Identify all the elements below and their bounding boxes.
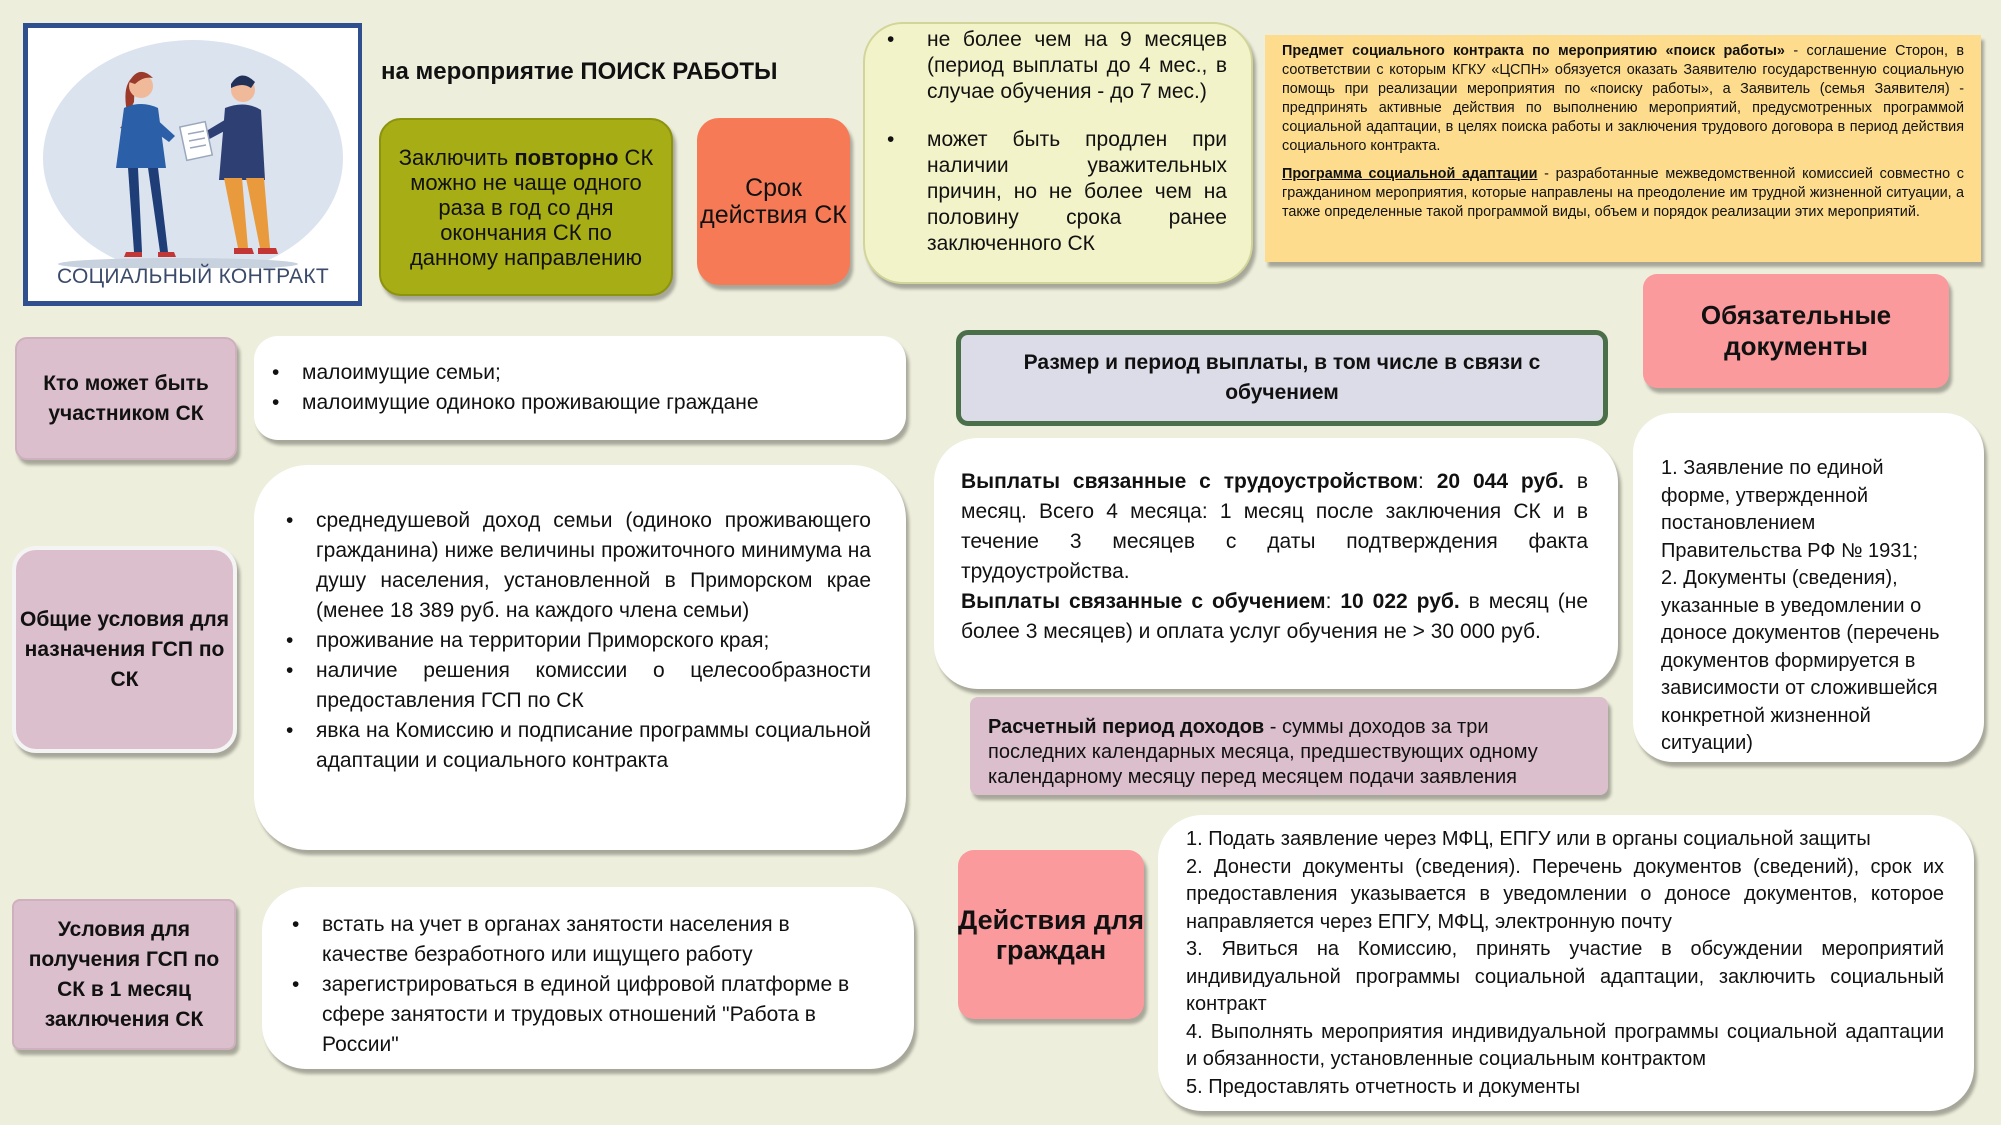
conditions-label: Общие условия для назначения ГСП по СК [12, 546, 237, 753]
payment-details [934, 438, 1618, 689]
documents-list [1633, 413, 1984, 762]
term-item: • не более чем на 9 месяцев (период выплаты до 4 мес., в случае обучения - до 7 мес.) [887, 27, 1227, 105]
repeat-contract-note [379, 118, 673, 296]
action-item: 5. Предоставлять отчетность и документы [1186, 1075, 1580, 1098]
term-label: Срок действия СК [697, 118, 850, 285]
list-item: • зарегистрироваться в единой цифровой платформе в сфере занятости и трудовых отношений "Работа в России" [292, 970, 874, 1060]
term-item: • может быть продлен при наличии уважительных причин, но не более чем на половину срока ранее заключенного СК [887, 127, 1227, 257]
repeat-contract-text: Заключить повторно СК можно не чаще одного раза в год со дня окончания СК по данному направлению [398, 144, 654, 270]
list-item: • явка на Комиссию и подписание программы социальной адаптации и социального контракта [286, 716, 871, 776]
first-month-label: Условия для получения ГСП по СК в 1 месяц заключения СК [12, 899, 236, 1050]
action-item: 4. Выполнять мероприятия индивидуальной программы социальной адаптации и обязанности, установленные социальным контрактом [1186, 1020, 1944, 1070]
document-item: 1. Заявление по единой форме, утвержденной постановлением Правительства РФ № 1931; [1661, 457, 1919, 562]
list-item: • проживание на территории Приморского края; [286, 626, 871, 656]
action-item: 2. Донести документы (сведения). Перечень документов (сведений), срок их предоставления указывается в уведомлении о доносе документов, которое направляется через ЕПГУ, МФЦ, электронную почту [1186, 855, 1944, 933]
employment-payment: Выплаты связанные с трудоустройством: 20 044 руб. в месяц. Всего 4 месяца: 1 месяц после заключения СК и в течение 3 месяцев с даты подтверждения факта трудоустройства. [961, 470, 1588, 583]
definitions-note [1265, 35, 1981, 262]
actions-header: Действия для граждан [958, 850, 1144, 1019]
who-list [254, 336, 906, 440]
list-item: • наличие решения комиссии о целесообразности предоставления ГСП по СК [286, 656, 871, 716]
first-month-list [262, 887, 914, 1069]
actions-list [1158, 815, 1974, 1111]
education-payment: Выплаты связанные с обучением: 10 022 руб. в месяц (не более 3 месяцев) и оплата услуг обучения не > 30 000 руб. [961, 590, 1589, 643]
term-details [863, 22, 1253, 284]
hero-illustration [23, 23, 362, 306]
conditions-list [254, 465, 906, 850]
list-item: • малоимущие одиноко проживающие граждане [272, 388, 886, 418]
program-definition: Программа социальной адаптации - разработанные межведомственной комиссией совместно с гражданином мероприятия, которые направлены на преодоление им трудной жизненной ситуации, а также определенные такой программой виды, объем и порядок реализации этих мероприятий. [1282, 166, 1964, 220]
documents-header: Обязательные документы [1643, 274, 1949, 388]
action-item: 1. Подать заявление через МФЦ, ЕПГУ или в органы социальной защиты [1186, 828, 1871, 850]
who-label: Кто может быть участником СК [15, 337, 237, 460]
payment-header: Размер и период выплаты, в том числе в связи с обучением [956, 330, 1608, 426]
list-item: • встать на учет в органах занятости населения в качестве безработного или ищущего работу [292, 910, 874, 970]
list-item: • малоимущие семьи; [272, 358, 886, 388]
subject-definition: Предмет социального контракта по мероприятию «поиск работы» - соглашение Сторон, в соответствии с которым КГКУ «ЦСПН» обязуется оказать Заявителю государственную социальную помощь при реализации мероприятия по «поиску работы», а Заявитель (семья Заявителя) - предпринять активные действия по выполнению мероприятий, предусмотренных программой социальной адаптации, в целях поиска работы и заключения трудового договора в период действия социального контракта. [1282, 43, 1964, 154]
action-item: 3. Явиться на Комиссию, принять участие в обсуждении мероприятий индивидуальной программы социальной адаптации, заключить социальный контракт [1186, 938, 1944, 1015]
income-period-note: Расчетный период доходов - суммы доходов за три последних календарных месяца, предшествующих одному календарному месяцу перед месяцем подачи заявления [970, 697, 1608, 795]
list-item: • среднедушевой доход семьи (одиноко проживающего гражданина) ниже величины прожиточного минимума на душу населения, установленной в Приморском крае (менее 18 389 руб. на каждого члена семьи) [286, 506, 871, 626]
page-title: на мероприятие ПОИСК РАБОТЫ [381, 58, 778, 85]
people-illustration [28, 28, 362, 268]
hero-caption: СОЦИАЛЬНЫЙ КОНТРАКТ [56, 265, 330, 288]
document-item: 2. Документы (сведения), указанные в уведомлении о доносе документов (перечень документов формируется в зависимости от сложившейся конкретной жизненной ситуации) [1661, 567, 1940, 754]
